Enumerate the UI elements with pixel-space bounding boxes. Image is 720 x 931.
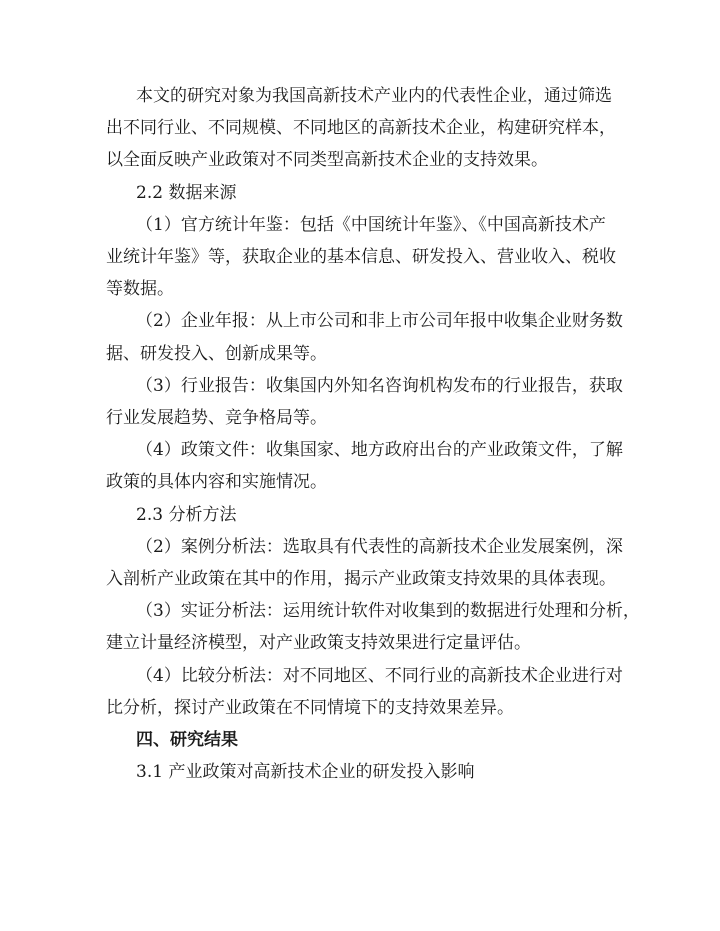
paragraph-line: （3）行业报告：收集国内外知名咨询机构发布的行业报告，获取 xyxy=(136,375,623,396)
paragraph-line: 等数据。 xyxy=(106,279,174,300)
paragraph-line: 出不同行业、不同规模、不同地区的高新技术企业，构建研究样本， xyxy=(106,118,616,139)
paragraph-line: 建立计量经济模型，对产业政策支持效果进行定量评估。 xyxy=(106,633,531,654)
paragraph-line: 业统计年鉴》等，获取企业的基本信息、研发投入、营业收入、税收 xyxy=(106,247,616,267)
paragraph-line: 政策的具体内容和实施情况。 xyxy=(106,472,327,493)
paragraph-line: 以全面反映产业政策对不同类型高新技术企业的支持效果。 xyxy=(106,150,548,171)
paragraph-line: 入剖析产业政策在其中的作用，揭示产业政策支持效果的具体表现。 xyxy=(106,569,616,589)
paragraph-line: 行业发展趋势、竞争格局等。 xyxy=(106,408,327,428)
paragraph-line: （4）比较分析法：对不同地区、不同行业的高新技术企业进行对 xyxy=(136,665,623,686)
section-heading-2-2: 2.2 数据来源 xyxy=(136,182,237,203)
paragraph-line: 比分析，探讨产业政策在不同情境下的支持效果差异。 xyxy=(106,697,514,718)
paragraph-line: 据、研发投入、创新成果等。 xyxy=(106,343,327,364)
paragraph-line: （4）政策文件：收集国家、地方政府出台的产业政策文件，了解 xyxy=(136,440,623,461)
chapter-heading-results: 四、研究结果 xyxy=(136,730,238,750)
section-heading-2-3: 2.3 分析方法 xyxy=(136,504,237,525)
paragraph-line: （2）案例分析法：选取具有代表性的高新技术企业发展案例，深 xyxy=(136,536,623,557)
paragraph-line: （3）实证分析法：运用统计软件对收集到的数据进行处理和分析， xyxy=(136,601,640,622)
paragraph-line: 本文的研究对象为我国高新技术产业内的代表性企业，通过筛选 xyxy=(136,86,612,106)
paragraph-line: （1）官方统计年鉴：包括《中国统计年鉴》、《中国高新技术产 xyxy=(136,214,606,235)
section-heading-3-1: 3.1 产业政策对高新技术企业的研发投入影响 xyxy=(136,762,475,783)
paragraph-line: （2）企业年报：从上市公司和非上市公司年报中收集企业财务数 xyxy=(136,311,623,332)
